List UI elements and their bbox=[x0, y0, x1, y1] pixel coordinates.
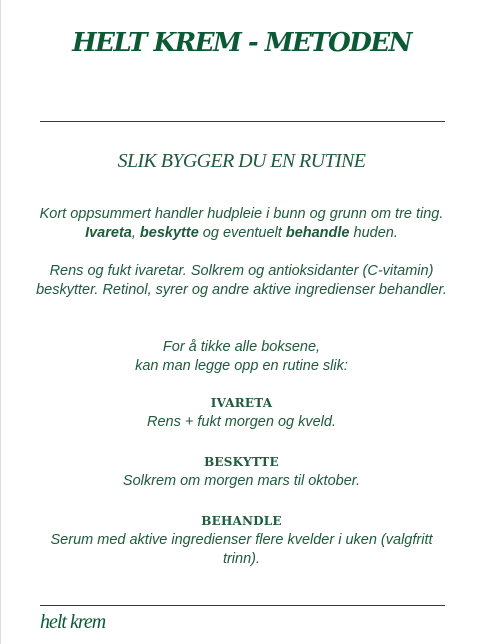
intro-text-1: Kort oppsummert handler hudpleie i bunn og grunn om tre ting. bbox=[39, 206, 444, 222]
page-edge bbox=[0, 0, 1, 644]
intro-bold-ivareta: Ivareta bbox=[85, 225, 132, 241]
routine-intro-line-2: kan man legge opp en rutine slik: bbox=[135, 358, 348, 374]
section-heading-beskytte: BESKYTTE bbox=[204, 455, 279, 469]
page-title: HELT KREM - METODEN bbox=[72, 28, 411, 58]
section-heading-ivareta: IVARETA bbox=[210, 396, 273, 410]
intro-separator: , bbox=[131, 225, 140, 241]
section-description-ivareta: Rens + fukt morgen og kveld. bbox=[146, 414, 336, 430]
brand-logo: helt krem bbox=[40, 611, 106, 633]
section-subtitle: SLIK BYGGER DU EN RUTINE bbox=[117, 150, 366, 172]
intro-paragraph bbox=[30, 205, 453, 243]
top-divider bbox=[40, 121, 445, 122]
bottom-divider bbox=[40, 605, 445, 606]
explanation-paragraph: Rens og fukt ivaretar. Solkrem og antioksidanter (C-vitamin) beskytter. Retinol, syrer og andre aktive ingredienser behandler. bbox=[36, 263, 447, 298]
intro-text-2: og eventuelt bbox=[198, 225, 286, 241]
routine-intro-paragraph bbox=[30, 338, 453, 376]
section-heading-behandle: BEHANDLE bbox=[201, 514, 282, 528]
intro-bold-beskytte: beskytte bbox=[139, 225, 199, 241]
intro-bold-behandle: behandle bbox=[285, 225, 350, 241]
intro-text-3: huden. bbox=[349, 225, 398, 241]
section-description-behandle: Serum med aktive ingredienser flere kvelder i uken (valgfritt trinn). bbox=[50, 532, 433, 567]
routine-intro-line-1: For å tikke alle boksene, bbox=[162, 339, 321, 355]
section-description-beskytte: Solkrem om morgen mars til oktober. bbox=[122, 473, 361, 489]
